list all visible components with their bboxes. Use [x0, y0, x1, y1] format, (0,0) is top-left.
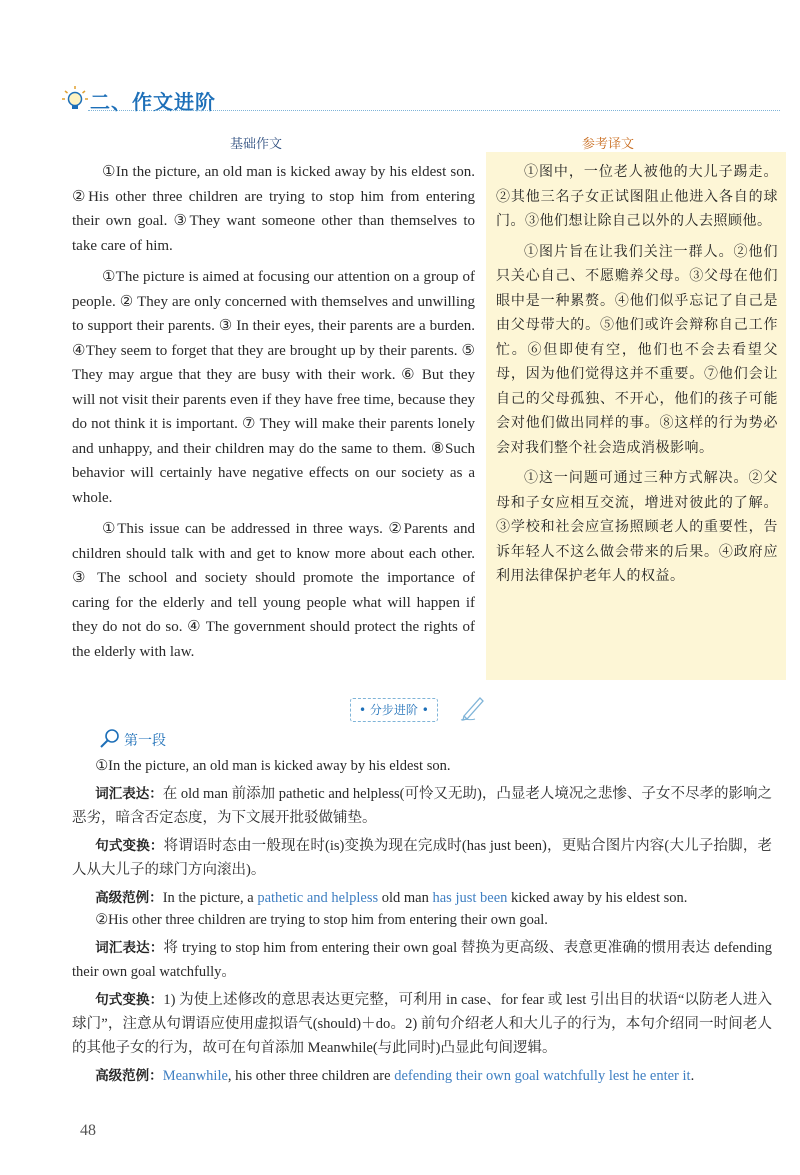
syntax-label: 句式变换： [95, 838, 164, 854]
translation-heading: 参考译文 [582, 137, 635, 152]
syntax-text: 将谓语时态由一般现在时(is)变换为现在完成时(has just been)，更贴合图片内容(大儿子抬脚，老人从大儿子的球门方向滚出)。 [72, 838, 773, 878]
step-banner: • 分步进阶 • [350, 698, 438, 722]
model-sentence [72, 1064, 772, 1088]
vocab-text: 将 trying to stop him from entering their own goal 替换为更高级、表意更准确的惯用表达 defending their own goal watchfully。 [72, 940, 772, 980]
translation-paragraph: ①这一问题可通过三种方式解决。②父母和子女应相互交流，增进对彼此的了解。③学校和社会应宣扬照顾老人的重要性，告诉年轻人不这么做会带来的后果。④政府应利用法律保护老年人的权益。 [496, 470, 778, 584]
essay-paragraph: ①This issue can be addressed in three ways. ②Parents and children should talk with and get to know more about each other. ③ The school and society should promote the importance of caring for the elderly and tell young people what will happen if they do not do so. ④ The government should protect the rights of the elderly with law. [72, 521, 475, 660]
syntax-label: 句式变换： [95, 992, 164, 1008]
essay-text [72, 160, 475, 671]
model-label: 高级范例： [95, 1068, 163, 1084]
syntax-text: 1) 为使上述修改的意思表达更完整，可利用 in case、for fear 或 lest 引出目的状语“以防老人进入球门”，注意从句谓语应使用虚拟语气(should)＋do。2) 前句介绍老人和大儿子的行为，本句介绍同一时间老人的其他子女的行为，故可在句首添加 Meanwhile(与此同时)凸显此句间逻辑。 [72, 992, 772, 1056]
sentence-block-2 [72, 908, 772, 1092]
essay-heading: 基础作文 [230, 137, 283, 152]
model-text: , his other three children are [227, 1068, 395, 1084]
essay-paragraph: ①In the picture, an old man is kicked away by his eldest son. ②His other three children are trying to stop him from entering their own goal. ③They want someone other than themselves to take care of him. [72, 164, 475, 254]
essay-paragraph: ①The picture is aimed at focusing our attention on a group of people. ② They are only concerned with themselves and unwilling to support their parents. ③ In their eyes, their parents are a burden. ④They seem to forget that they are brought up by their parents. ⑤ They may argue that they are busy with their work. ⑥ But they will not visit their parents even if they have free time, because they do not think it is important. ⑦ They will make their parents lonely and unhappy, and their children may do the same to them. ⑧Such behavior will certainly have negative effects on our society as a whole. [72, 269, 475, 506]
model-text: . [690, 1068, 695, 1084]
model-text: kicked away by his eldest son. [507, 890, 688, 906]
vocab-text: 在 old man 前添加 pathetic and helpless(可怜又无助)，凸显老人境况之悲惨、子女不尽孝的影响之恶劣，暗含否定态度，为下文展开批驳做铺垫。 [72, 786, 772, 826]
lightbulb-icon [60, 84, 90, 114]
model-sentence [72, 886, 772, 910]
model-highlight: pathetic and helpless [257, 890, 379, 906]
vocab-note [72, 936, 772, 984]
vocab-label: 词汇表达： [95, 940, 164, 956]
model-highlight: has just been [432, 890, 508, 906]
sentence-block-1 [72, 754, 772, 914]
syntax-note [72, 988, 772, 1060]
model-highlight: Meanwhile [162, 1068, 228, 1084]
syntax-note [72, 834, 772, 882]
model-highlight: defending their own goal watchfully lest he enter it [394, 1068, 691, 1084]
translation-text [496, 160, 778, 595]
magnifier-icon [98, 727, 122, 751]
section-header [60, 82, 780, 116]
translation-paragraph: ①图中，一位老人被他的大儿子踢走。②其他三名子女正试图阻止他进入各自的球门。③他们想让除自己以外的人去照顾他。 [496, 164, 778, 229]
section-title: 二、作文进阶 [90, 90, 216, 114]
pen-icon [458, 692, 488, 722]
translation-paragraph: ①图片旨在让我们关注一群人。②他们只关心自己、不愿赡养父母。③父母在他们眼中是一种累赘。④他们似乎忘记了自己是由父母带大的。⑤他们或许会辩称自己工作忙。⑥但即使有空，他们也不会去看望父母，因为他们觉得这并不重要。⑦他们会让自己的父母孤独、不开心，他们的孩子可能会对他们做出同样的事。⑧这样的行为势必会对我们整个社会造成消极影响。 [496, 243, 778, 456]
model-text: old man [378, 890, 433, 906]
header-rule [88, 110, 780, 111]
original-sentence: ②His other three children are trying to stop him from entering their own goal. [95, 912, 548, 928]
model-label: 高级范例： [95, 890, 163, 906]
model-text: In the picture, a [162, 890, 258, 906]
paragraph-heading-label: 第一段 [124, 733, 166, 749]
vocab-note [72, 782, 772, 830]
vocab-label: 词汇表达： [95, 786, 163, 802]
original-sentence: ①In the picture, an old man is kicked away by his eldest son. [95, 758, 451, 774]
page-number: 48 [80, 1122, 96, 1139]
